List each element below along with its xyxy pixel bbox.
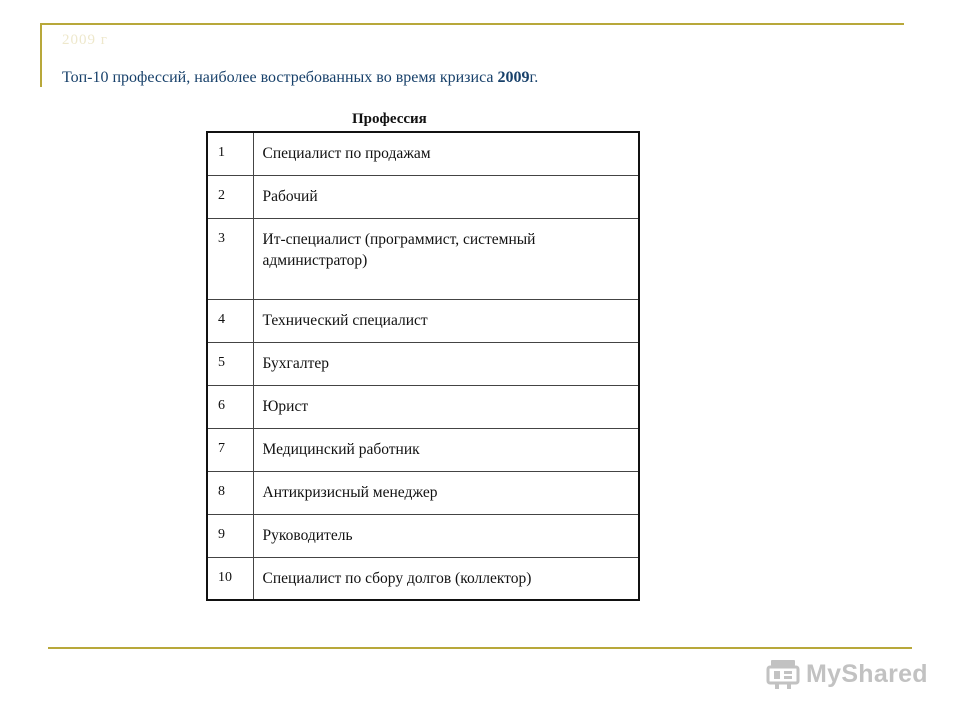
row-profession: Специалист по сбору долгов (коллектор) [253, 557, 639, 600]
faded-label: 2009 г [62, 32, 108, 48]
title-year: 2009 [497, 69, 530, 86]
table-row [207, 385, 639, 428]
row-profession: Ит-специалист (программист, системный администратор) [253, 218, 639, 299]
myshared-logo-text: MyShared [806, 659, 928, 688]
row-profession: Юрист [253, 385, 639, 428]
row-number: 10 [207, 557, 253, 600]
table-row [207, 428, 639, 471]
row-number: 9 [207, 514, 253, 557]
bottom-rule [48, 647, 912, 649]
row-number: 4 [207, 299, 253, 342]
row-profession: Руководитель [253, 514, 639, 557]
title-prefix: Топ-10 профессий, наиболее востребованных во время кризиса [62, 69, 498, 86]
left-rule [40, 23, 42, 87]
row-number: 1 [207, 132, 253, 175]
row-profession: Медицинский работник [253, 428, 639, 471]
myshared-logo-icon [766, 657, 800, 691]
row-number: 6 [207, 385, 253, 428]
table-row [207, 557, 639, 600]
row-profession: Антикризисный менеджер [253, 471, 639, 514]
table-row [207, 218, 639, 299]
myshared-watermark[interactable] [766, 656, 928, 692]
row-profession: Специалист по продажам [253, 132, 639, 175]
row-number: 3 [207, 218, 253, 299]
row-profession: Бухгалтер [253, 342, 639, 385]
table-row [207, 471, 639, 514]
table-row [207, 299, 639, 342]
table-row [207, 175, 639, 218]
row-number: 8 [207, 471, 253, 514]
slide-title [62, 69, 538, 87]
title-suffix: г. [529, 69, 539, 86]
table-row [207, 342, 639, 385]
row-profession: Рабочий [253, 175, 639, 218]
row-number: 2 [207, 175, 253, 218]
table-row [207, 132, 639, 175]
top-rule [40, 23, 904, 25]
table-row [207, 514, 639, 557]
table-column-header: Профессия [352, 111, 427, 127]
row-number: 7 [207, 428, 253, 471]
row-number: 5 [207, 342, 253, 385]
professions-table [206, 131, 640, 601]
row-profession: Технический специалист [253, 299, 639, 342]
